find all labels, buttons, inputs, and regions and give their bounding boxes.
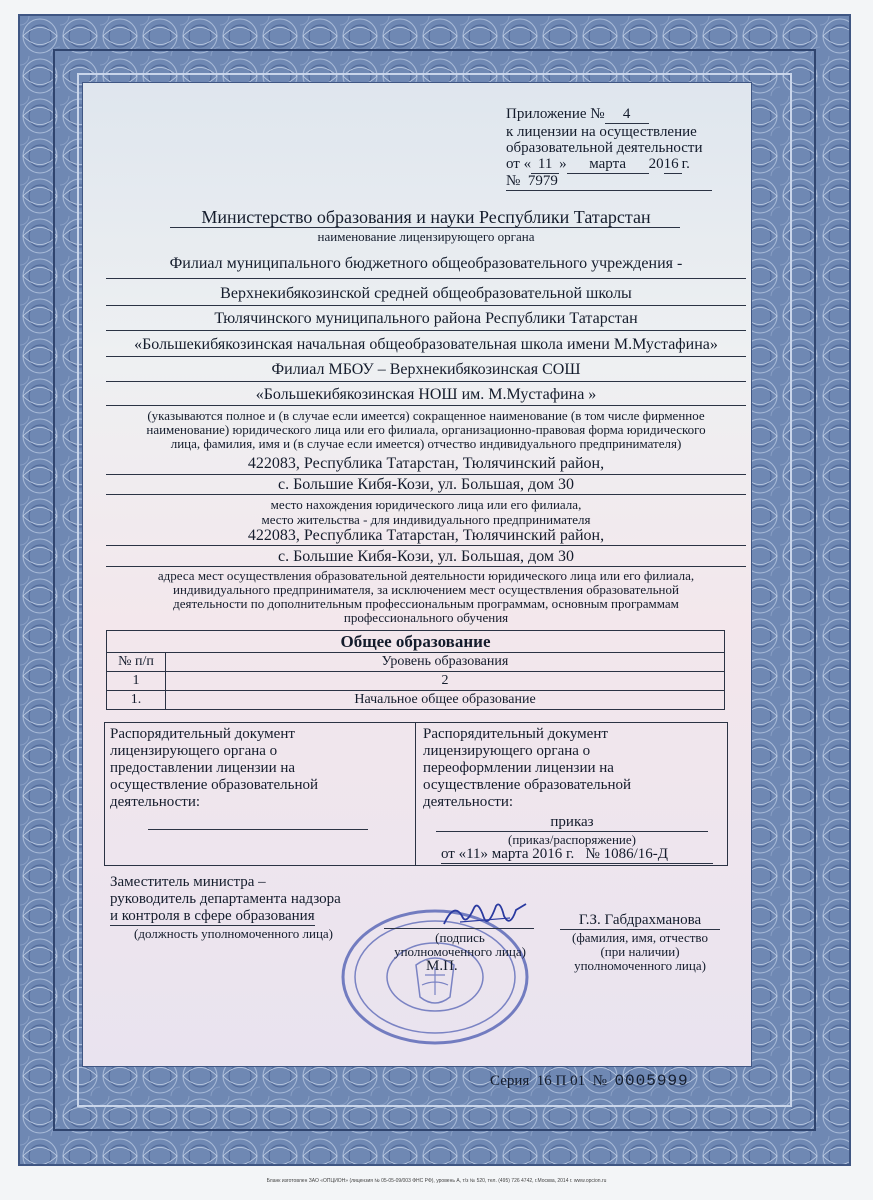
appendix-number: 4 xyxy=(605,106,649,124)
doc-left-line4: осуществление образовательной xyxy=(110,777,318,793)
doc-right-line4: осуществление образовательной xyxy=(423,777,631,793)
location-caption2: место жительства - для индивидуального предпринимателя xyxy=(261,512,591,527)
table-cell: 1. xyxy=(107,691,166,710)
org-caption3: лица, фамилия, имя и (в случае если имеется) отчество индивидуального предпринимателя) xyxy=(170,436,682,451)
table-index-row xyxy=(107,672,725,691)
signatory-name: Г.З. Габдрахманова xyxy=(560,912,720,930)
activity-caption2: индивидуального предпринимателя, за исключением мест осуществления образовательной xyxy=(173,582,679,597)
org-caption1: (указываются полное и (в случае если имеется) сокращенное наименование (в том числе фирменное xyxy=(147,408,705,423)
doc-left-line2: лицензирующего органа о xyxy=(110,743,278,759)
name-caption2: (при наличии) xyxy=(600,944,680,959)
doc-left-line1: Распорядительный документ xyxy=(110,726,295,742)
series-label: Серия xyxy=(490,1073,530,1089)
blank-serial-number: 0005999 xyxy=(614,1072,689,1090)
doc-right-line5: деятельности: xyxy=(423,794,514,810)
signature-icon xyxy=(440,898,530,932)
signatory-position-line3: и контроля в сфере образования xyxy=(110,908,315,924)
org-caption2: наименование) юридического лица или его филиала, организационно-правовая форма юридического xyxy=(146,422,706,437)
doc-right-line1: Распорядительный документ xyxy=(423,726,608,742)
signatory-position xyxy=(110,874,341,926)
doc-left-blank-line xyxy=(148,829,368,830)
authority-caption: наименование лицензирующего органа xyxy=(317,229,535,244)
location-line2: с. Большие Кибя-Кози, ул. Большая, дом 30 xyxy=(277,476,575,493)
authority-name: Министерство образования и науки Республики Татарстан xyxy=(201,207,651,227)
doc-left-line3: предоставлении лицензии на xyxy=(110,760,296,776)
activity-line2: с. Большие Кибя-Кози, ул. Большая, дом 30 xyxy=(277,548,575,565)
doc-right-type: приказ xyxy=(436,814,708,832)
activity-line1: 422083, Республика Татарстан, Тюлячинский район, xyxy=(247,527,605,544)
appendix-year: 16 xyxy=(664,156,682,174)
signature-line xyxy=(384,928,534,929)
activity-caption3: деятельности по дополнительным профессиональным программам, основным программам xyxy=(173,596,679,611)
table-row xyxy=(107,691,725,710)
doc-right-line3: переоформлении лицензии на xyxy=(423,760,614,776)
activity-caption1: адреса мест осуществления образовательной деятельности юридического лица или его филиала, xyxy=(157,568,695,583)
table-header-row xyxy=(107,653,725,672)
table-header-cell: № п/п xyxy=(107,653,166,672)
doc-right-date: от «11» марта 2016 г. xyxy=(441,846,575,862)
org-line1: Филиал муниципального бюджетного общеобразовательного учреждения - xyxy=(169,255,683,272)
series-code: 16 П 01 xyxy=(536,1073,586,1089)
appendix-label: Приложение № 4 xyxy=(506,106,649,124)
org-line2: Верхнекибякозинской средней общеобразовательной школы xyxy=(220,285,632,302)
appendix-date: от « 11 » марта 2016 г. xyxy=(506,156,690,172)
signature-caption2: уполномоченного лица) xyxy=(394,944,526,959)
doc-left-line5: деятельности: xyxy=(110,794,201,810)
table-cell: 1 xyxy=(107,672,166,691)
table-cell: 2 xyxy=(166,672,725,691)
org-line6: «Большекибякозинская НОШ им. М.Мустафина » xyxy=(255,386,597,403)
org-line5: Филиал МБОУ – Верхнекибякозинская СОШ xyxy=(271,361,581,378)
signatory-position-line1: Заместитель министра – xyxy=(110,874,266,890)
education-table-title: Общее образование xyxy=(106,630,725,652)
org-line4: «Большекибякозинская начальная общеобразовательная школа имени М.Мустафина» xyxy=(134,336,718,353)
org-line3: Тюлячинского муниципального района Республики Татарстан xyxy=(214,310,638,327)
appendix-license-number: № 7979 xyxy=(506,173,712,191)
name-caption1: (фамилия, имя, отчество xyxy=(572,930,708,945)
activity-caption4: профессионального обучения xyxy=(343,610,509,625)
doc-right xyxy=(423,726,723,811)
series-number: Серия 16 П 01 № 0005999 xyxy=(490,1072,689,1090)
doc-right-number: № 1086/16-Д xyxy=(585,846,668,862)
location-caption1: место нахождения юридического лица или его филиала, xyxy=(270,497,582,512)
signature-caption1: (подпись xyxy=(435,930,485,945)
signatory-position-line2: руководитель департамента надзора xyxy=(110,891,341,907)
doc-left xyxy=(110,726,410,811)
doc-right-type-caption: (приказ/распоряжение) xyxy=(508,832,636,847)
appendix-line2: образовательной деятельности xyxy=(506,140,703,156)
documents-divider xyxy=(415,723,416,865)
appendix-line1: к лицензии на осуществление xyxy=(506,124,697,140)
name-caption3: уполномоченного лица) xyxy=(574,958,706,973)
signatory-position-caption: (должность уполномоченного лица) xyxy=(134,926,334,941)
appendix-month: марта xyxy=(567,156,649,174)
doc-right-line2: лицензирующего органа о xyxy=(423,743,591,759)
location-line1: 422083, Республика Татарстан, Тюлячинский район, xyxy=(247,455,605,472)
appendix-day: 11 xyxy=(531,156,559,174)
table-header-cell: Уровень образования xyxy=(166,653,725,672)
doc-right-date-number xyxy=(441,846,713,864)
education-table xyxy=(106,652,725,710)
seal-label: М.П. xyxy=(426,958,458,974)
table-cell: Начальное общее образование xyxy=(166,691,725,710)
printer-imprint: Бланк изготовлен ЗАО «ОПЦИОН» (лицензия № 05-05-09/003 ФНС РФ), уровень А, т/з № 520, тел. (495) 726 4742, г.Москва, 2014 г. www.opcion.ru xyxy=(266,1178,607,1184)
